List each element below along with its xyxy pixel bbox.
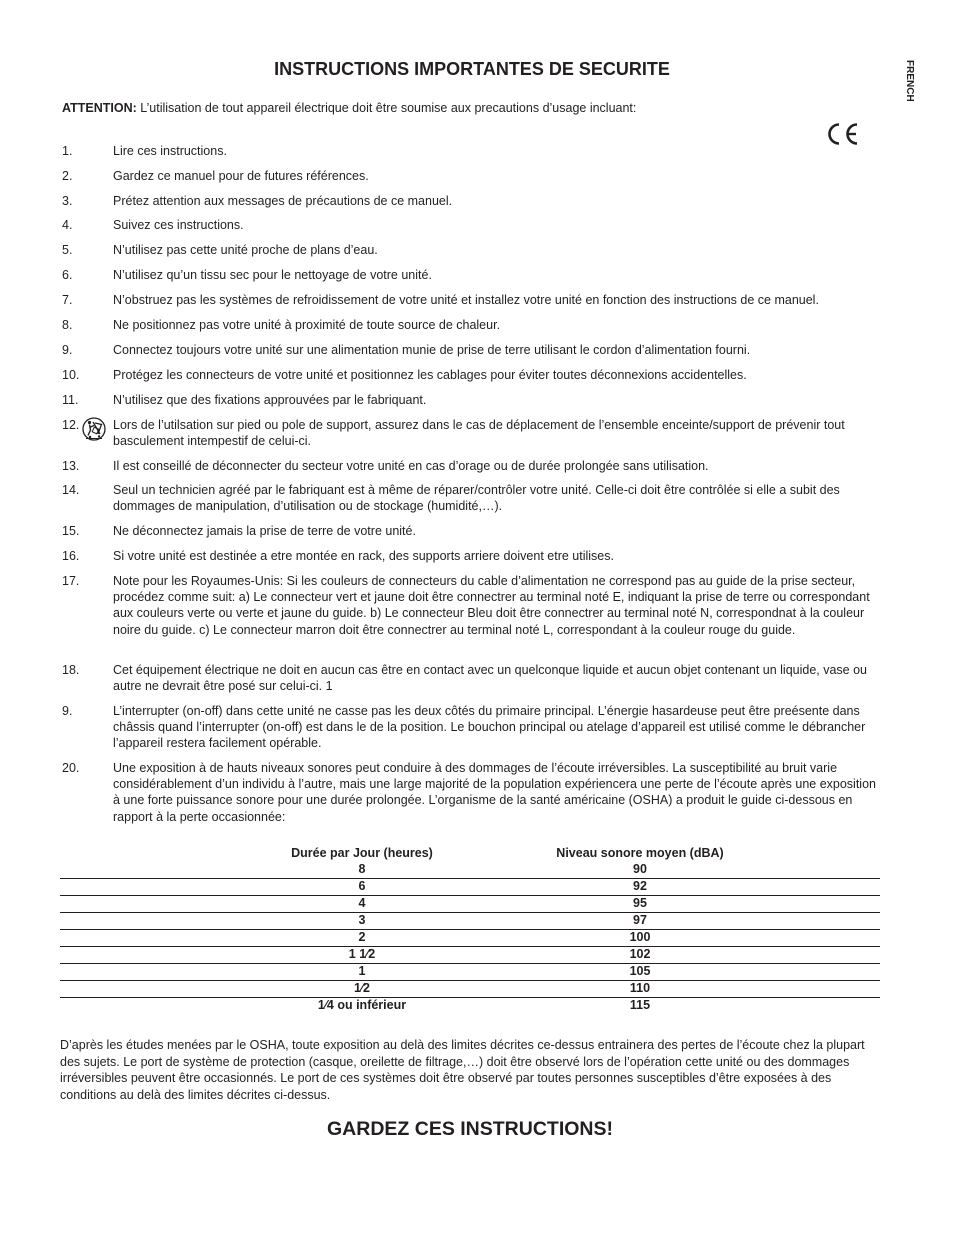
table-header-duration: Durée par Jour (heures) bbox=[291, 846, 433, 860]
item-text: Une exposition à de hauts niveaux sonores peut conduire à des dommages de l’écoute irréversibles. La susceptibilité au bruit varie considérablement d’un individu à l’autre, mais une large majorité de la population expériencera une perte de l’écoute après une exposition à une forte puissance sonore pour une durée prolongée. L’organisme de la santé américaine (OSHA) a produit le guide ci-dessous en rapport à la perte occasionnée: bbox=[113, 761, 876, 824]
item-text: N’obstruez pas les systèmes de refroidissement de votre unité et installez votre unité en fonction des instructions de ce manuel. bbox=[113, 293, 819, 307]
footer-heading: GARDEZ CES INSTRUCTIONS! bbox=[326, 1118, 613, 1140]
duration-cell: 1 bbox=[358, 964, 366, 978]
level-cell: 92 bbox=[633, 879, 647, 893]
level-cell: 95 bbox=[633, 896, 647, 910]
duration-cell: 1 1⁄2 bbox=[348, 947, 376, 961]
item-text: Lors de l’utilsation sur pied ou pole de support, assurez dans le cas de déplacement de l’ensemble enceinte/support de prévenir tout basculement intempestif de celui-ci. bbox=[113, 418, 845, 449]
item-text: Gardez ce manuel pour de futures références. bbox=[113, 169, 369, 183]
item-text: Ne déconnectez jamais la prise de terre de votre unité. bbox=[113, 524, 416, 538]
item-number: 17. bbox=[62, 574, 80, 588]
item-number: 18. bbox=[62, 663, 80, 677]
table-row bbox=[60, 913, 880, 930]
item-number: 20. bbox=[62, 761, 80, 775]
item-number: 16. bbox=[62, 549, 80, 563]
item-text: N’utilisez qu’un tissu sec pour le nettoyage de votre unité. bbox=[113, 268, 432, 282]
level-cell: 105 bbox=[629, 964, 651, 978]
item-text: Ne positionnez pas votre unité à proximité de toute source de chaleur. bbox=[113, 318, 501, 332]
item-text: Si votre unité est destinée a etre montée en rack, des supports arriere doivent etre utilises. bbox=[113, 549, 614, 563]
item-number: 13. bbox=[62, 459, 80, 473]
duration-cell: 3 bbox=[358, 913, 366, 927]
level-cell: 100 bbox=[629, 930, 651, 944]
item-text: Lire ces instructions. bbox=[113, 144, 227, 158]
osha-closing-paragraph: D’après les études menées par le OSHA, toute exposition au delà des limites décrites ce-dessus entrainera des pertes de l’écoute chez la plupart des sujets. Le port de système de protection (casque, oreilette de filtrage,…) doit être observé lors de l’opération cette unité ou des dommages irréversibles peuvent être occasionnés. Le port de ces systèmes doit être observé par toutes personnes susceptibles d’être exposées à des conditions au delà des limites décrites ci-dessus. bbox=[60, 1038, 865, 1102]
level-cell: 102 bbox=[629, 947, 651, 961]
item-text: Cet équipement électrique ne doit en aucun cas être en contact avec un quelconque liquide et aucun objet contenant un liquide, vase ou autre ne devrait être posé sur celui-ci. 1 bbox=[113, 663, 868, 694]
item-text: N’utilisez pas cette unité proche de plans d’eau. bbox=[113, 243, 378, 257]
item-text: Suivez ces instructions. bbox=[113, 218, 244, 232]
item-number: 3. bbox=[62, 194, 73, 208]
table-row bbox=[60, 981, 880, 998]
item-number: 9. bbox=[62, 343, 73, 357]
item-number: 5. bbox=[62, 243, 73, 257]
item-number: 6. bbox=[62, 268, 73, 282]
table-header-level: Niveau sonore moyen (dBA) bbox=[556, 846, 724, 860]
cart-tip-over-warning-icon bbox=[82, 416, 106, 442]
item-text: Protégez les connecteurs de votre unité et positionnez les cablages pour éviter toutes déconnexions accidentelles. bbox=[113, 368, 747, 382]
attention-notice bbox=[62, 101, 882, 115]
item-number: 2. bbox=[62, 169, 73, 183]
attention-text: L’utilisation de tout appareil électrique doit être soumise aux precautions d’usage incluant: bbox=[136, 101, 637, 115]
table-row bbox=[60, 930, 880, 947]
table-row bbox=[60, 896, 880, 913]
item-number: 10. bbox=[62, 368, 80, 382]
item-number: 9. bbox=[62, 704, 73, 718]
duration-cell: 1⁄4 ou inférieur bbox=[317, 998, 407, 1012]
level-cell: 110 bbox=[629, 981, 651, 995]
item-number: 15. bbox=[62, 524, 80, 538]
item-number: 8. bbox=[62, 318, 73, 332]
table-row bbox=[60, 862, 880, 879]
duration-cell: 2 bbox=[358, 930, 366, 944]
level-cell: 90 bbox=[633, 862, 647, 876]
item-number: 12. bbox=[62, 418, 80, 432]
item-number: 7. bbox=[62, 293, 73, 307]
item-number: 14. bbox=[62, 483, 80, 497]
language-tab: FRENCH bbox=[904, 60, 915, 102]
item-text: Note pour les Royaumes-Unis: Si les couleurs de connecteurs du cable d’alimentation ne correspond pas au guide de la prise secteur, procédez comme suit: a) Le connecteur vert et jaune doit être connectrer au terminal noté E, indiquant la prise de terre ou correspondant aux couleurs verte ou verte et jaune du guide. b) Le connecteur Bleu doit être connectrer au terminal noté N, correspondnat à la couleur noire du guide. c) Le connecteur marron doit être connectrer au terminal noté L, correspondant à la couleur rouge du guide. bbox=[113, 574, 870, 637]
table-row bbox=[60, 947, 880, 964]
attention-label: ATTENTION: bbox=[62, 101, 137, 115]
duration-cell: 6 bbox=[358, 879, 366, 893]
table-row bbox=[60, 879, 880, 896]
item-number: 4. bbox=[62, 218, 73, 232]
item-text: L’interrupter (on-off) dans cette unité ne casse pas les deux côtés du primaire principal. L’énergie hasardeuse peut être preésente dans châssis quand l’interrupter (on-off) est dans le de la position. Le bouchon principal ou atelage d’appareil est utilisé comme le débrancher l’appareil restera facilement opérable. bbox=[113, 704, 866, 751]
item-number: 11. bbox=[62, 393, 79, 407]
duration-cell: 4 bbox=[358, 896, 366, 910]
item-text: Prétez attention aux messages de précautions de ce manuel. bbox=[113, 194, 453, 208]
item-text: Seul un technicien agréé par le fabriquant est à même de réparer/contrôler votre unité. Celle-ci doit être contrôlée si elle a subit des dommages de manipulation, d’utilisation ou de stockage (humidité,…). bbox=[113, 483, 840, 514]
level-cell: 115 bbox=[629, 998, 651, 1012]
item-text: Il est conseillé de déconnecter du secteur votre unité en cas d’orage ou de durée prolongée sans utilisation. bbox=[113, 459, 709, 473]
table-row bbox=[60, 964, 880, 981]
item-number: 1. bbox=[62, 144, 73, 158]
level-cell: 97 bbox=[633, 913, 647, 927]
item-text: N’utilisez que des fixations approuvées par le fabriquant. bbox=[113, 393, 427, 407]
item-text: Connectez toujours votre unité sur une alimentation munie de prise de terre utilisant le cordon d’alimentation fourni. bbox=[113, 343, 751, 357]
table-row bbox=[60, 998, 880, 1014]
duration-cell: 8 bbox=[358, 862, 366, 876]
page-title: INSTRUCTIONS IMPORTANTES DE SECURITE bbox=[274, 59, 670, 79]
duration-cell: 1⁄2 bbox=[354, 981, 370, 995]
